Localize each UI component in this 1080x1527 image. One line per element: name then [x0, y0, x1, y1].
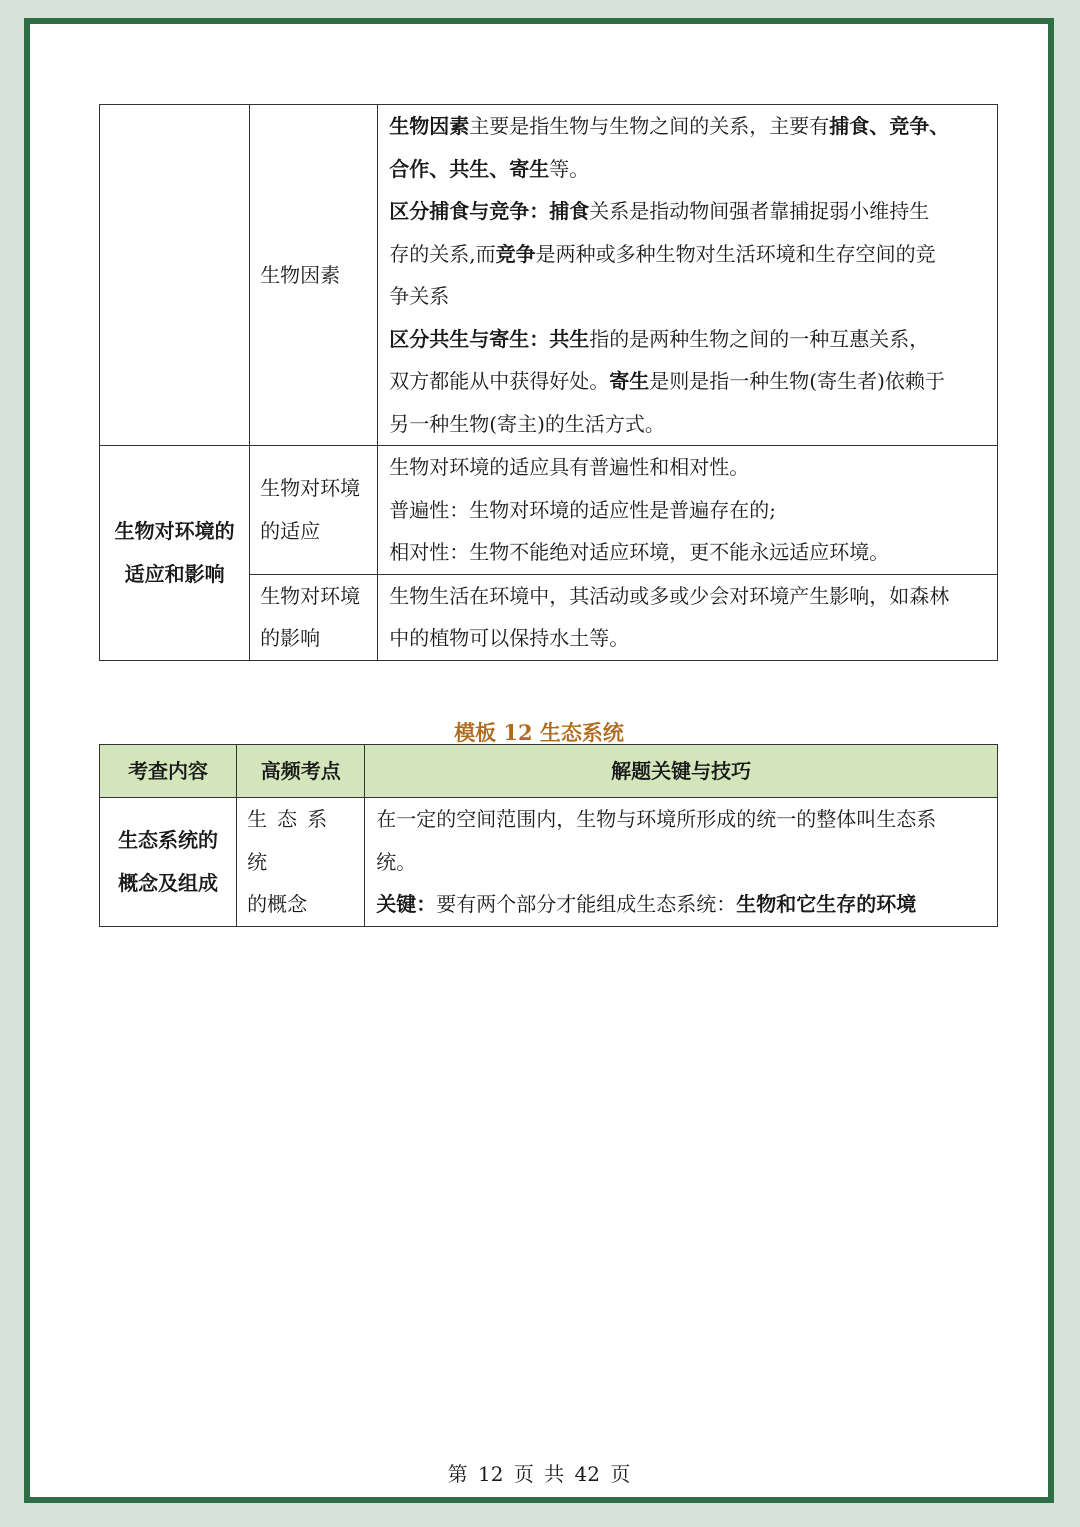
explanation-line: 争关系: [389, 284, 450, 308]
explanation-line: 生物生活在环境中，其活动或多或少会对环境产生影响，如森林: [389, 583, 950, 608]
key-point-cell: 生物对环境 的影响: [250, 574, 378, 660]
column-header: 解题关键与技巧: [365, 745, 998, 798]
key-point-cell: 生物对环境 的适应: [250, 446, 378, 575]
page-frame: [24, 18, 1054, 1503]
column-header: 高频考点: [237, 745, 365, 798]
explanation-line: 另一种生物(寄主)的生活方式。: [389, 411, 665, 436]
explanation-line: 相对性：生物不能绝对适应环境，更不能永远适应环境。: [389, 540, 890, 564]
explanation-line: 在一定的空间范围内，生物与环境所形成的统一的整体叫生态系: [376, 807, 937, 831]
explanation-line: 中的植物可以保持水土等。: [389, 626, 630, 650]
topic-cell-empty: [100, 105, 250, 446]
page-number-footer: 第 12 页 共 42 页: [447, 1462, 631, 1486]
table-header-row: [100, 745, 998, 798]
explanation-line: 存的关系,而竞争是两种或多种生物对生活环境和生存空间的竞: [389, 241, 936, 266]
explanation-line: 统。: [376, 849, 417, 874]
table-row: [100, 105, 998, 446]
table-row: [100, 798, 998, 927]
topic-cell: 生物对环境的 适应和影响: [100, 446, 250, 661]
explanation-line: 普遍性：生物对环境的适应性是普遍存在的;: [389, 497, 777, 522]
explanation-line: 区分共生与寄生：共生指的是两种生物之间的一种互惠关系，: [389, 326, 930, 351]
explanation-cell: [365, 798, 998, 927]
key-point-cell: 生物因素: [250, 105, 378, 446]
topic-cell: 生态系统的 概念及组成: [100, 798, 237, 927]
explanation-cell: [378, 446, 998, 575]
explanation-line: 合作、共生、寄生等。: [389, 156, 590, 181]
explanation-line: 生物因素主要是指生物与生物之间的关系，主要有捕食、竞争、: [389, 114, 950, 138]
explanation-line: 生物对环境的适应具有普遍性和相对性。: [389, 455, 750, 479]
key-point-cell: 生态系统 的概念: [237, 798, 365, 927]
table-row: [100, 446, 998, 575]
explanation-line: 关键：要有两个部分才能组成生态系统：生物和它生存的环境: [376, 892, 917, 916]
ecosystem-table: [99, 744, 998, 927]
column-header: 考查内容: [100, 745, 237, 798]
ecology-table-part1: [99, 104, 998, 661]
explanation-line: 区分捕食与竞争：捕食关系是指动物间强者靠捕捉弱小维持生: [389, 199, 930, 223]
explanation-cell: [378, 574, 998, 660]
explanation-line: 双方都能从中获得好处。寄生是则是指一种生物(寄生者)依赖于: [389, 369, 945, 393]
section-heading: 模板 12 生态系统: [454, 720, 624, 745]
explanation-cell: [378, 105, 998, 446]
